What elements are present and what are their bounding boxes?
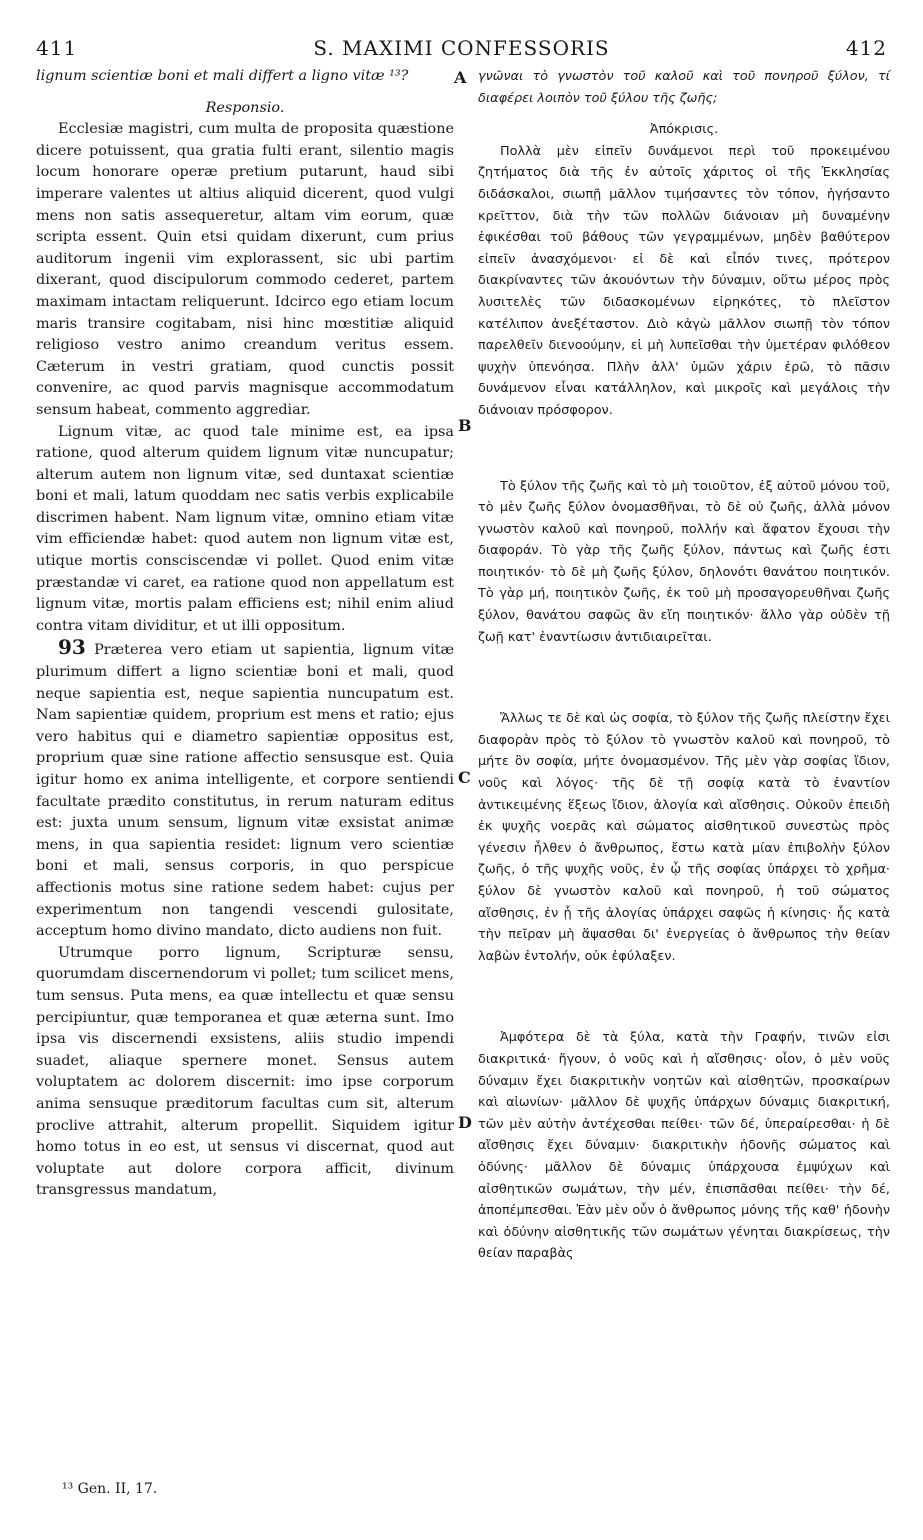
- section-number: 93: [58, 635, 86, 660]
- greek-question-line: γνῶναι τὸ γνωστὸν τοῦ καλοῦ καὶ τοῦ πονηροῦ ξύλον, τί διαφέρει λοιπὸν τοῦ ξύλου τῆς ζωῆς;: [478, 69, 890, 106]
- greek-paragraph-1: Πολλὰ μὲν εἰπεῖν δυνάμενοι περὶ τοῦ προκειμένου ζητήματος διὰ τῆς ἐν αὐτοῖς χάριτος οἱ τῆς Ἐκκλησίας διδάσκαλοι, σιωπῇ μᾶλλον τιμήσαντες τὸν τόπον, ἡγήσαντο κρεῖττον, διὰ τὴν τῶν πολλῶν διάνοιαν μὴ δυναμένην ἐφικέσθαι τοῦ βάθους τῶν γεγραμμένων, μηδὲν βαθύτερον εἰπεῖν ἀνασχόμενοι· εἰ δὲ καὶ εἶπόν τινες, πρότερον διακρίναντες τῶν ἀκουόντων τὴν δύναμιν, οὕτω μέρος πρὸς λυσιτελὲς τῶν διδασκομένων εἰρηκότες, τὸ πλεῖστον κατέλιπον ἀνεξέταστον. Διὸ κἀγὼ μᾶλλον σιωπῇ τὸν τόπον παρελθεῖν διενοούμην, εἰ μὴ λυπεῖσθαι τὴν ὑμετέραν φιλόθεον ψυχὴν ὑπενόησα. Πλὴν ἀλλ' ὑμῶν χάριν ἐρῶ, τὸ πᾶσιν δυνάμενον εἶναι κατάλληλον, καὶ μικροῖς καὶ μεγάλοις τὴν διάνοιαν πρόσφορον.: [478, 143, 890, 418]
- greek-paragraph-2: Τὸ ξύλον τῆς ζωῆς καὶ τὸ μὴ τοιοῦτον, ἐξ αὐτοῦ μόνου τοῦ, τὸ μὲν ζωῆς ξύλον ὀνομασθῆναι, τὸ δὲ οὐ ζωῆς, ἀλλὰ μόνον γνωστὸν καλοῦ καὶ πονηροῦ, πολλήν καὶ ἄφατον ἔχουσι τὴν διαφοράν. Τὸ γὰρ τῆς ζωῆς ξύλον, πάντως καὶ ζωῆς ἐστι ποιητικόν· τὸ δὲ μὴ ζωῆς ξύλον, δηλονότι θανάτου ποιητικόν. Τὸ γὰρ μή, ποιητικὸν ζωῆς, ἐκ τοῦ μὴ προσαγορευθῆναι ζωῆς ξύλον, θανάτου σαφῶς ἂν εἴη ποιητικόν· ἄλλο γὰρ οὐδὲν τῇ ζωῇ κατ' ἐναντίωσιν ἀντιδιαιρεῖται.: [478, 478, 890, 645]
- greek-column: [478, 66, 890, 1265]
- latin-responsio-heading: Responsio.: [205, 99, 285, 116]
- page-number-right: 412: [845, 36, 887, 60]
- footnote: ¹³ Gen. II, 17.: [62, 1481, 158, 1497]
- greek-paragraph-3: Ἄλλως τε δὲ καὶ ὡς σοφία, τὸ ξύλον τῆς ζωῆς πλείστην ἔχει διαφορὰν πρὸς τὸ ξύλον τὸ γνωστὸν καλοῦ καὶ πονηροῦ, τὸ μήτε ὂν σοφία, μήτε ὀνομασμένον. Τῆς μὲν γὰρ σοφίας ἴδιον, νοῦς καὶ λόγος· τῆς δὲ τῇ σοφίᾳ κατὰ τὸ ἐναντίον ἀντικειμένης ἕξεως ἴδιον, ἀλογία καὶ αἴσθησις. Οὐκοῦν ἐπειδὴ ἐκ ψυχῆς νοερᾶς καὶ σώματος αἰσθητικοῦ συνεστὼς πρὸς γένεσιν ἦλθεν ὁ ἄνθρωπος, ἔστω κατὰ μίαν ἐπιβολὴν ξύλον ζωῆς, ὁ τῆς ψυχῆς νοῦς, ἐν ᾧ τῆς σοφίας ὑπάρχει τὸ χρῆμα· ξύλον δὲ γνωστὸν καλοῦ καὶ πονηροῦ, ἡ τοῦ σώματος αἴσθησις, ἐν ᾗ τῆς ἀλογίας ὑπάρχει σαφῶς ἡ κίνησις· ἧς κατὰ τὴν πεῖραν μὴ ἅψασθαι δι' ἐνεργείας ὁ ἄνθρωπος τὴν θείαν λαβὼν ἐντολήν, οὐκ ἐφύλαξεν.: [478, 711, 890, 964]
- latin-column: [36, 66, 454, 1202]
- running-title: S. MAXIMI CONFESSORIS: [313, 36, 610, 60]
- latin-paragraph-4: Utrumque porro lignum, Scripturæ sensu, quorumdam discernendorum vi pollet; tum scilicet mens, tum sensus. Puta mens, ea quæ intellectu et quæ sensu percipiuntur, quæ temporanea et quæ æterna sunt. Imo ipsa vis discernendi exsistens, aliis studio impendi suadet, aliaque spernere monet. Sensus autem voluptatem ac dolorem discernit: imo ipse corporum anima sensuque præditorum facultas cum sit, alterum proclive attrahit, alterum propellit. Siquidem igitur homo totus in eo est, ut sensus vi discernat, quod aut voluptate aut dolore corpora afficit, divinum transgressus mandatum,: [36, 944, 454, 1199]
- margin-letter-a: A: [454, 68, 467, 87]
- page-header: [36, 36, 887, 66]
- margin-letter-b: B: [458, 416, 472, 435]
- greek-heading: Ἀπόκρισις.: [649, 122, 719, 138]
- page-number-left: 411: [36, 36, 78, 60]
- latin-paragraph-3: [36, 637, 454, 942]
- greek-paragraph-4: Ἀμφότερα δὲ τὰ ξύλα, κατὰ τὴν Γραφήν, τινῶν εἰσι διακριτικά· ἤγουν, ὁ νοῦς καὶ ἡ αἴσθησις· οἷον, ὁ μὲν νοῦς δύναμιν ἔχει διακριτικὴν νοητῶν καὶ αἰσθητῶν, προσκαίρων καὶ αἰωνίων· μᾶλλον δὲ ψυχῆς ὑπάρχων δύναμις διακριτική, τῶν μὲν αὐτὴν ἀντέχεσθαι πείθει· τῶν δέ, ὑπεραίρεσθαι· ἡ δὲ αἴσθησις ἔχει δύναμιν· διακριτικὴν ἡδονῆς σώματος καὶ ὀδύνης· μᾶλλον δὲ δύναμις ὑπάρχουσα ἐμψύχων καὶ αἰσθητικῶν σωμάτων, τὴν μέν, ἐπισπᾶσθαι πείθει· τὴν δέ, ἀποπέμπεσθαι. Ἐὰν μὲν οὖν ὁ ἄνθρωπος μόνης τῆς καθ' ἡδονὴν καὶ ὀδύνην αἰσθητικῆς τῶν σωμάτων γένηται διακρίσεως, τὴν θείαν παραβὰς: [478, 1030, 890, 1262]
- latin-question-line: lignum scientiæ boni et mali differt a ligno vitæ ¹³?: [36, 68, 409, 84]
- margin-letter-c: C: [458, 768, 471, 787]
- latin-paragraph-3-text: Præterea vero etiam ut sapientia, lignum vitæ plurimum differt a ligno scientiæ boni et mali, quod neque sapientia est, neque sapientia nuncupatum est. Nam sapientiæ quidem, proprium est mens et ratio; ejus vero habitus qui e diametro sapientiæ oppositus est, proprium quæ sine ratione affectio sensusque est. Quia igitur homo ex anima intelligente, et corpore sentiendi facultate prædito constitutus, in rerum naturam editus est: juxta unum sensum, lignum vitæ exsistat animæ mens, in qua sapientia residet: lignum vero scientiæ boni et mali, sensus corporis, in quo perspicue affectionis motus sine ratione sedem habet: cujus per experimentum non tangendi vescendi gulositate, acceptum homo divino mandato, dicto audiens non fuit.: [36, 642, 455, 940]
- margin-letter-d: D: [458, 1113, 472, 1132]
- latin-paragraph-1: Ecclesiæ magistri, cum multa de proposita quæstione dicere potuissent, qua gratia fulti erant, silentio magis locum honorare operæ pretium putarunt, haud sibi imperare valentes ut altius aliquid dicerent, quod vulgi mens non satis assequeretur, altam vim eorum, quæ scripta essent. Quin etsi quidam dixerunt, cum prius auditorum ingenii vim explorassent, sic ubi partim dixerant, quod discipulorum commodo cederet, partem maximam intactam reliquerunt. Idcirco ego etiam locum maris transire cogitabam, nisi hinc mœstitiæ aliquid religioso vestro animo creandum veritus essem. Cæterum in vestri gratiam, quod cunctis possit convenire, ac quod parvis magnisque accommodatum sensum habeat, commento aggrediar.: [36, 121, 454, 418]
- latin-paragraph-2: Lignum vitæ, ac quod tale minime est, ea ipsa ratione, quod alterum quidem lignum vitæ nuncupatur; alterum autem non lignum vitæ, sed duntaxat scientiæ boni et mali, latum quoddam nec satis verbis explicabile discrimen habent. Nam lignum vitæ, omnino etiam vitæ vim efficiendæ habet: quod autem non lignum vitæ est, utique mortis consciscendæ vi pollet. Quod enim vitæ præstandæ vi caret, ea ratione quod non appellatum est lignum vitæ, mortis palam efficiens est; nihil enim aliud contra vitam dividitur, et ut illi oppositum.: [36, 423, 454, 634]
